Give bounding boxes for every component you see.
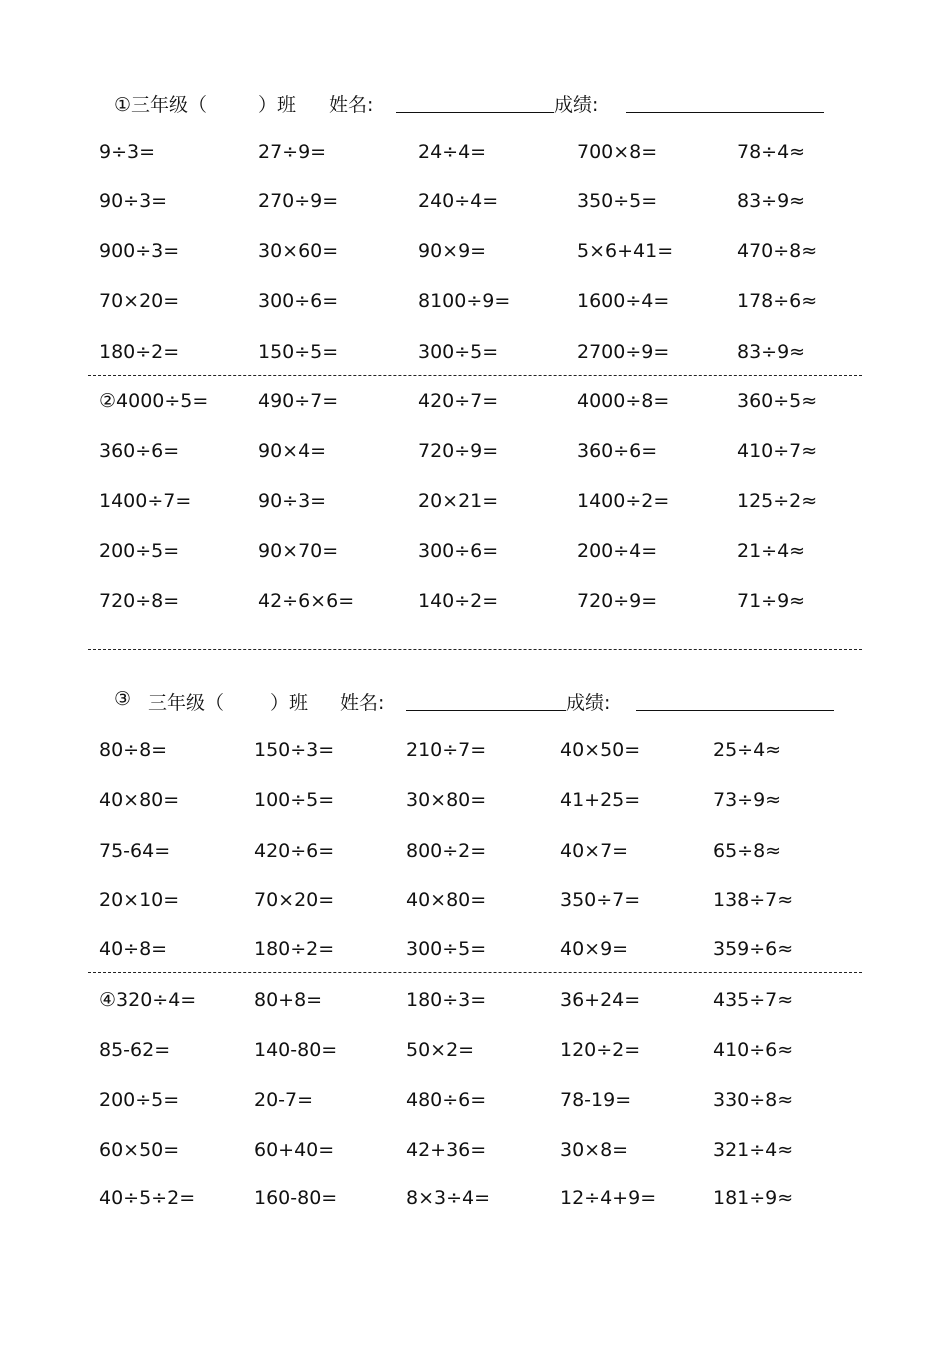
arithmetic-problem: 300÷5= — [406, 938, 487, 960]
arithmetic-problem: 20×10= — [99, 889, 180, 911]
header-name-label: 姓名: — [340, 692, 385, 714]
arithmetic-problem: 75-64= — [99, 840, 171, 862]
arithmetic-problem: 36+24= — [560, 989, 641, 1011]
arithmetic-problem: 720÷8= — [99, 590, 180, 612]
arithmetic-problem: 359÷6≈ — [713, 938, 794, 960]
arithmetic-problem: 700×8= — [577, 141, 658, 163]
arithmetic-problem: 180÷3= — [406, 989, 487, 1011]
score-blank-line[interactable] — [636, 710, 834, 711]
header-class-label: ）班 — [258, 94, 297, 116]
problem-row — [0, 1039, 950, 1067]
arithmetic-problem: 12÷4+9= — [560, 1187, 657, 1209]
arithmetic-problem: 125÷2≈ — [737, 490, 818, 512]
arithmetic-problem: 180÷2= — [99, 341, 180, 363]
arithmetic-problem: 200÷4= — [577, 540, 658, 562]
arithmetic-problem: 80÷8= — [99, 739, 168, 761]
problem-row — [0, 1089, 950, 1117]
arithmetic-problem: 210÷7= — [406, 739, 487, 761]
header-class-label: ）班 — [270, 692, 309, 714]
arithmetic-problem: 150÷3= — [254, 739, 335, 761]
header-grade-label: ①三年级（ — [114, 94, 208, 116]
arithmetic-problem: 420÷7= — [418, 390, 499, 412]
arithmetic-problem: 71÷9≈ — [737, 590, 806, 612]
name-blank-line[interactable] — [396, 112, 554, 113]
problem-row — [0, 989, 950, 1017]
problem-row — [0, 840, 950, 868]
score-blank-line[interactable] — [626, 112, 824, 113]
arithmetic-problem: 435÷7≈ — [713, 989, 794, 1011]
arithmetic-problem: 60×50= — [99, 1139, 180, 1161]
arithmetic-problem: 420÷6= — [254, 840, 335, 862]
arithmetic-problem: 40×50= — [560, 739, 641, 761]
arithmetic-problem: 800÷2= — [406, 840, 487, 862]
problem-row — [0, 290, 950, 318]
arithmetic-problem: 8×3÷4= — [406, 1187, 491, 1209]
arithmetic-problem: 900÷3= — [99, 240, 180, 262]
arithmetic-problem: 60+40= — [254, 1139, 335, 1161]
header-name-label: 姓名: — [329, 94, 374, 116]
section-divider — [88, 972, 862, 973]
arithmetic-problem: 40×7= — [560, 840, 629, 862]
arithmetic-problem: 1600÷4= — [577, 290, 670, 312]
arithmetic-problem: 138÷7≈ — [713, 889, 794, 911]
problem-row — [0, 739, 950, 767]
name-blank-line[interactable] — [406, 710, 566, 711]
arithmetic-problem: 100÷5= — [254, 789, 335, 811]
arithmetic-problem: 40÷8= — [99, 938, 168, 960]
arithmetic-problem: 83÷9≈ — [737, 341, 806, 363]
arithmetic-problem: 300÷6= — [258, 290, 339, 312]
arithmetic-problem: 80+8= — [254, 989, 323, 1011]
problem-row — [0, 889, 950, 917]
arithmetic-problem: 300÷5= — [418, 341, 499, 363]
arithmetic-problem: 9÷3= — [99, 141, 156, 163]
header-grade-label: 三年级（ — [148, 692, 225, 714]
arithmetic-problem: 321÷4≈ — [713, 1139, 794, 1161]
problem-row — [0, 490, 950, 518]
problem-row — [0, 938, 950, 966]
arithmetic-problem: 70×20= — [99, 290, 180, 312]
arithmetic-problem: 270÷9= — [258, 190, 339, 212]
arithmetic-problem: 240÷4= — [418, 190, 499, 212]
arithmetic-problem: 140-80= — [254, 1039, 338, 1061]
problem-row — [0, 590, 950, 618]
arithmetic-problem: 140÷2= — [418, 590, 499, 612]
arithmetic-problem: 90×4= — [258, 440, 327, 462]
arithmetic-problem: 1400÷7= — [99, 490, 192, 512]
arithmetic-problem: 40×80= — [406, 889, 487, 911]
arithmetic-problem: 78÷4≈ — [737, 141, 806, 163]
arithmetic-problem: 42÷6×6= — [258, 590, 355, 612]
arithmetic-problem: 8100÷9= — [418, 290, 511, 312]
arithmetic-problem: 78-19= — [560, 1089, 632, 1111]
arithmetic-problem: 4000÷8= — [577, 390, 670, 412]
arithmetic-problem: 410÷6≈ — [713, 1039, 794, 1061]
arithmetic-problem: 30×8= — [560, 1139, 629, 1161]
arithmetic-problem: 160-80= — [254, 1187, 338, 1209]
arithmetic-problem: 42+36= — [406, 1139, 487, 1161]
arithmetic-problem: 73÷9≈ — [713, 789, 782, 811]
problem-row — [0, 190, 950, 218]
header-number-label: ③ — [114, 688, 132, 710]
problem-row — [0, 240, 950, 268]
arithmetic-problem: 40×80= — [99, 789, 180, 811]
arithmetic-problem: ②4000÷5= — [99, 390, 209, 412]
arithmetic-problem: 360÷6= — [577, 440, 658, 462]
arithmetic-problem: 25÷4≈ — [713, 739, 782, 761]
arithmetic-problem: 181÷9≈ — [713, 1187, 794, 1209]
arithmetic-problem: 350÷5= — [577, 190, 658, 212]
arithmetic-problem: 30×60= — [258, 240, 339, 262]
arithmetic-problem: 120÷2= — [560, 1039, 641, 1061]
problem-row — [0, 141, 950, 169]
arithmetic-problem: 90÷3= — [258, 490, 327, 512]
arithmetic-problem: 410÷7≈ — [737, 440, 818, 462]
problem-row — [0, 1139, 950, 1167]
problem-row — [0, 540, 950, 568]
page-divider — [88, 649, 862, 650]
arithmetic-problem: 720÷9= — [418, 440, 499, 462]
arithmetic-problem: 90×9= — [418, 240, 487, 262]
arithmetic-problem: 5×6+41= — [577, 240, 674, 262]
section-divider — [88, 375, 862, 376]
arithmetic-problem: 90×70= — [258, 540, 339, 562]
problem-row — [0, 1187, 950, 1215]
arithmetic-problem: 360÷5≈ — [737, 390, 818, 412]
arithmetic-problem: 41+25= — [560, 789, 641, 811]
arithmetic-problem: 180÷2= — [254, 938, 335, 960]
arithmetic-problem: 27÷9= — [258, 141, 327, 163]
arithmetic-problem: 330÷8≈ — [713, 1089, 794, 1111]
arithmetic-problem: 21÷4≈ — [737, 540, 806, 562]
arithmetic-problem: 200÷5= — [99, 540, 180, 562]
arithmetic-problem: ④320÷4= — [99, 989, 197, 1011]
arithmetic-problem: 65÷8≈ — [713, 840, 782, 862]
header-score-label: 成绩: — [554, 94, 599, 116]
arithmetic-problem: 360÷6= — [99, 440, 180, 462]
arithmetic-problem: 70×20= — [254, 889, 335, 911]
arithmetic-problem: 30×80= — [406, 789, 487, 811]
problem-row — [0, 789, 950, 817]
arithmetic-problem: 50×2= — [406, 1039, 475, 1061]
arithmetic-problem: 85-62= — [99, 1039, 171, 1061]
problem-row — [0, 440, 950, 468]
arithmetic-problem: 20-7= — [254, 1089, 314, 1111]
arithmetic-problem: 480÷6= — [406, 1089, 487, 1111]
arithmetic-problem: 350÷7= — [560, 889, 641, 911]
arithmetic-problem: 24÷4= — [418, 141, 487, 163]
arithmetic-problem: 1400÷2= — [577, 490, 670, 512]
arithmetic-problem: 40÷5÷2= — [99, 1187, 196, 1209]
arithmetic-problem: 20×21= — [418, 490, 499, 512]
arithmetic-problem: 40×9= — [560, 938, 629, 960]
arithmetic-problem: 720÷9= — [577, 590, 658, 612]
arithmetic-problem: 90÷3= — [99, 190, 168, 212]
problem-row — [0, 390, 950, 418]
header-score-label: 成绩: — [566, 692, 611, 714]
arithmetic-problem: 2700÷9= — [577, 341, 670, 363]
arithmetic-problem: 83÷9≈ — [737, 190, 806, 212]
arithmetic-problem: 178÷6≈ — [737, 290, 818, 312]
problem-row — [0, 341, 950, 369]
arithmetic-problem: 490÷7= — [258, 390, 339, 412]
arithmetic-problem: 200÷5= — [99, 1089, 180, 1111]
arithmetic-problem: 300÷6= — [418, 540, 499, 562]
arithmetic-problem: 150÷5= — [258, 341, 339, 363]
arithmetic-problem: 470÷8≈ — [737, 240, 818, 262]
